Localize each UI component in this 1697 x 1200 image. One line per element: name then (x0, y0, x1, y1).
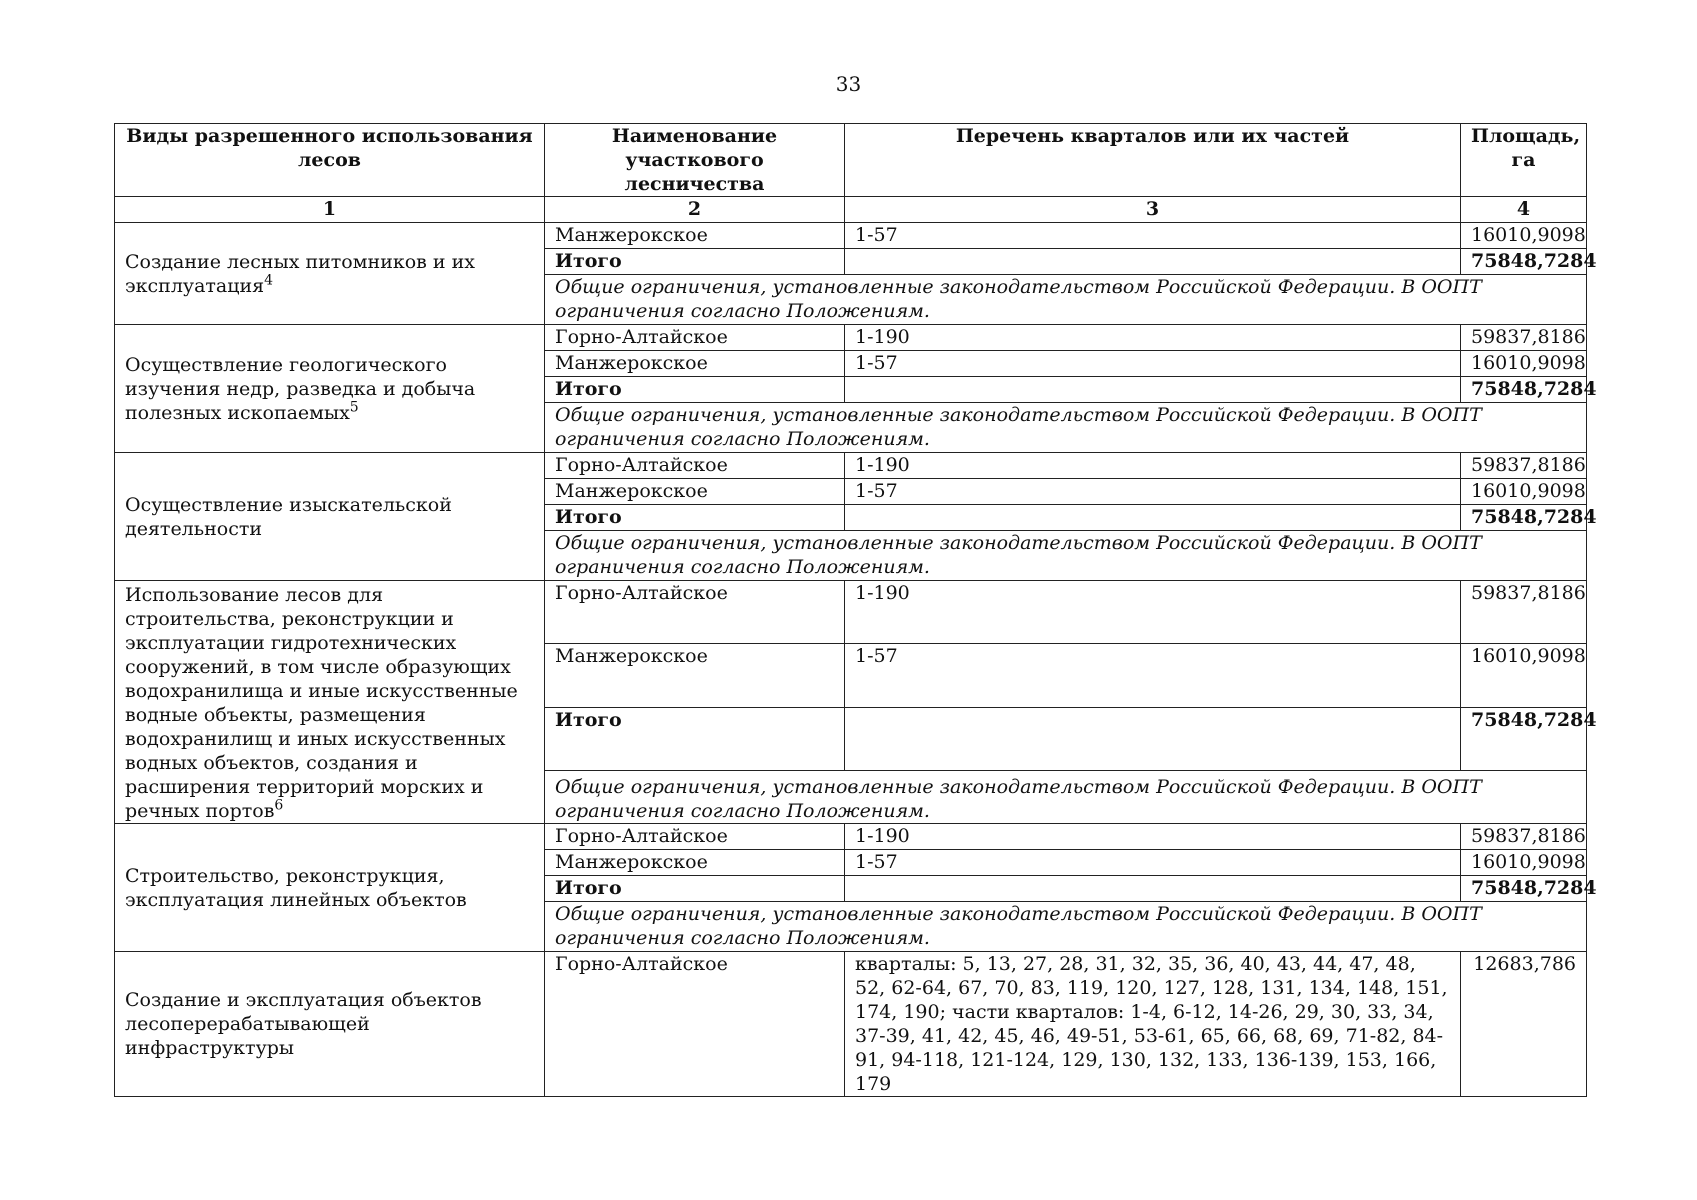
quarters-cell: 1-57 (845, 644, 1461, 707)
forestry-cell: Манжерокское (545, 479, 845, 505)
header-use: Виды разрешенного использования лесов (115, 124, 545, 197)
forestry-cell: Горно-Алтайское (545, 581, 845, 644)
table-row (115, 952, 1587, 1097)
quarters-cell: 1-57 (845, 223, 1461, 249)
forestry-cell: Манжерокское (545, 351, 845, 377)
column-number: 4 (1461, 197, 1587, 223)
forestry-cell: Манжерокское (545, 223, 845, 249)
restriction-note: Общие ограничения, установленные законодательством Российской Федерации. В ООПТ ограничения согласно Положениям. (545, 403, 1587, 453)
quarters-cell: кварталы: 5, 13, 27, 28, 31, 32, 35, 36, 40, 43, 44, 47, 48, 52, 62-64, 67, 70, 83, 119, 120, 127, 128, 131, 134, 148, 151, 174, 190; части кварталов: 1-4, 6-12, 14-26, 29, 30, 33, 34, 37-39, 41, 42, 45, 46, 49-51, 53-61, 65, 66, 68, 69, 71-82, 84-91, 94-118, 121-124, 129, 130, 132, 133, 136-139, 153, 166, 179 (845, 952, 1461, 1097)
column-number: 3 (845, 197, 1461, 223)
area-cell: 59837,8186 (1461, 453, 1587, 479)
use-type-cell (115, 824, 545, 952)
forestry-cell: Горно-Алтайское (545, 325, 845, 351)
area-cell: 16010,9098 (1461, 223, 1587, 249)
restriction-note: Общие ограничения, установленные законодательством Российской Федерации. В ООПТ ограничения согласно Положениям. (545, 902, 1587, 952)
header-row (115, 124, 1587, 197)
area-cell: 12683,786 (1461, 952, 1587, 1097)
forestry-cell: Горно-Алтайское (545, 952, 845, 1097)
total-label: Итого (545, 377, 845, 403)
forest-use-table (114, 123, 1597, 1097)
quarters-cell (845, 505, 1461, 531)
area-cell: 59837,8186 (1461, 581, 1587, 644)
table-row (115, 453, 1587, 479)
quarters-cell (845, 377, 1461, 403)
use-type-text: Создание лесных питомников и их эксплуатация (125, 250, 475, 297)
quarters-cell (845, 707, 1461, 770)
quarters-cell (845, 876, 1461, 902)
footnote-ref: 5 (349, 399, 359, 416)
table-row (115, 325, 1587, 351)
area-cell: 59837,8186 (1461, 325, 1587, 351)
footnote-ref: 4 (264, 272, 274, 289)
quarters-cell: 1-57 (845, 479, 1461, 505)
restriction-note: Общие ограничения, установленные законодательством Российской Федерации. В ООПТ ограничения согласно Положениям. (545, 275, 1587, 325)
total-label: Итого (545, 876, 845, 902)
page-number: 33 (835, 72, 862, 96)
total-area: 75848,7284 (1461, 707, 1587, 770)
restriction-note: Общие ограничения, установленные законодательством Российской Федерации. В ООПТ ограничения согласно Положениям. (545, 771, 1587, 824)
table-row (115, 223, 1587, 249)
use-type-cell (115, 325, 545, 453)
column-number: 2 (545, 197, 845, 223)
total-area: 75848,7284 (1461, 249, 1587, 275)
header-quarters: Перечень кварталов или их частей (845, 124, 1461, 197)
use-type-cell (115, 952, 545, 1097)
use-type-cell (115, 223, 545, 325)
use-type-text: Строительство, реконструкция, эксплуатация линейных объектов (125, 864, 467, 911)
area-cell: 59837,8186 (1461, 824, 1587, 850)
use-type-cell (115, 581, 545, 824)
footnote-ref: 6 (274, 797, 284, 814)
forestry-cell: Горно-Алтайское (545, 824, 845, 850)
total-area: 75848,7284 (1461, 505, 1587, 531)
column-number-row (115, 197, 1587, 223)
restriction-note: Общие ограничения, установленные законодательством Российской Федерации. В ООПТ ограничения согласно Положениям. (545, 531, 1587, 581)
total-label: Итого (545, 505, 845, 531)
area-cell: 16010,9098 (1461, 479, 1587, 505)
use-type-text: Использование лесов для строительства, реконструкции и эксплуатации гидротехнических сооружений, в том числе образующих водохранилища и иные искусственные водные объекты, размещения водохранилищ и иных искусственных водных объектов, создания и расширения территорий морских и речных портов (125, 584, 518, 822)
quarters-cell: 1-190 (845, 325, 1461, 351)
table-row (115, 581, 1587, 644)
use-type-text: Осуществление изыскательской деятельности (125, 493, 452, 540)
use-type-cell (115, 453, 545, 581)
forestry-cell: Горно-Алтайское (545, 453, 845, 479)
total-label: Итого (545, 249, 845, 275)
total-area: 75848,7284 (1461, 377, 1587, 403)
use-type-text: Создание и эксплуатация объектов лесоперерабатывающей инфраструктуры (125, 989, 482, 1059)
use-type-text: Осуществление геологического изучения недр, разведка и добыча полезных ископаемых (125, 353, 476, 424)
quarters-cell (845, 249, 1461, 275)
area-cell: 16010,9098 (1461, 850, 1587, 876)
header-area: Площадь, га (1461, 124, 1587, 197)
table-row (115, 824, 1587, 850)
area-cell: 16010,9098 (1461, 644, 1587, 707)
quarters-cell: 1-57 (845, 351, 1461, 377)
forestry-cell: Манжерокское (545, 850, 845, 876)
header-forestry: Наименование участкового лесничества (545, 124, 845, 197)
quarters-cell: 1-190 (845, 581, 1461, 644)
total-area: 75848,7284 (1461, 876, 1587, 902)
quarters-cell: 1-190 (845, 824, 1461, 850)
total-label: Итого (545, 707, 845, 770)
column-number: 1 (115, 197, 545, 223)
forestry-cell: Манжерокское (545, 644, 845, 707)
quarters-cell: 1-57 (845, 850, 1461, 876)
quarters-cell: 1-190 (845, 453, 1461, 479)
area-cell: 16010,9098 (1461, 351, 1587, 377)
